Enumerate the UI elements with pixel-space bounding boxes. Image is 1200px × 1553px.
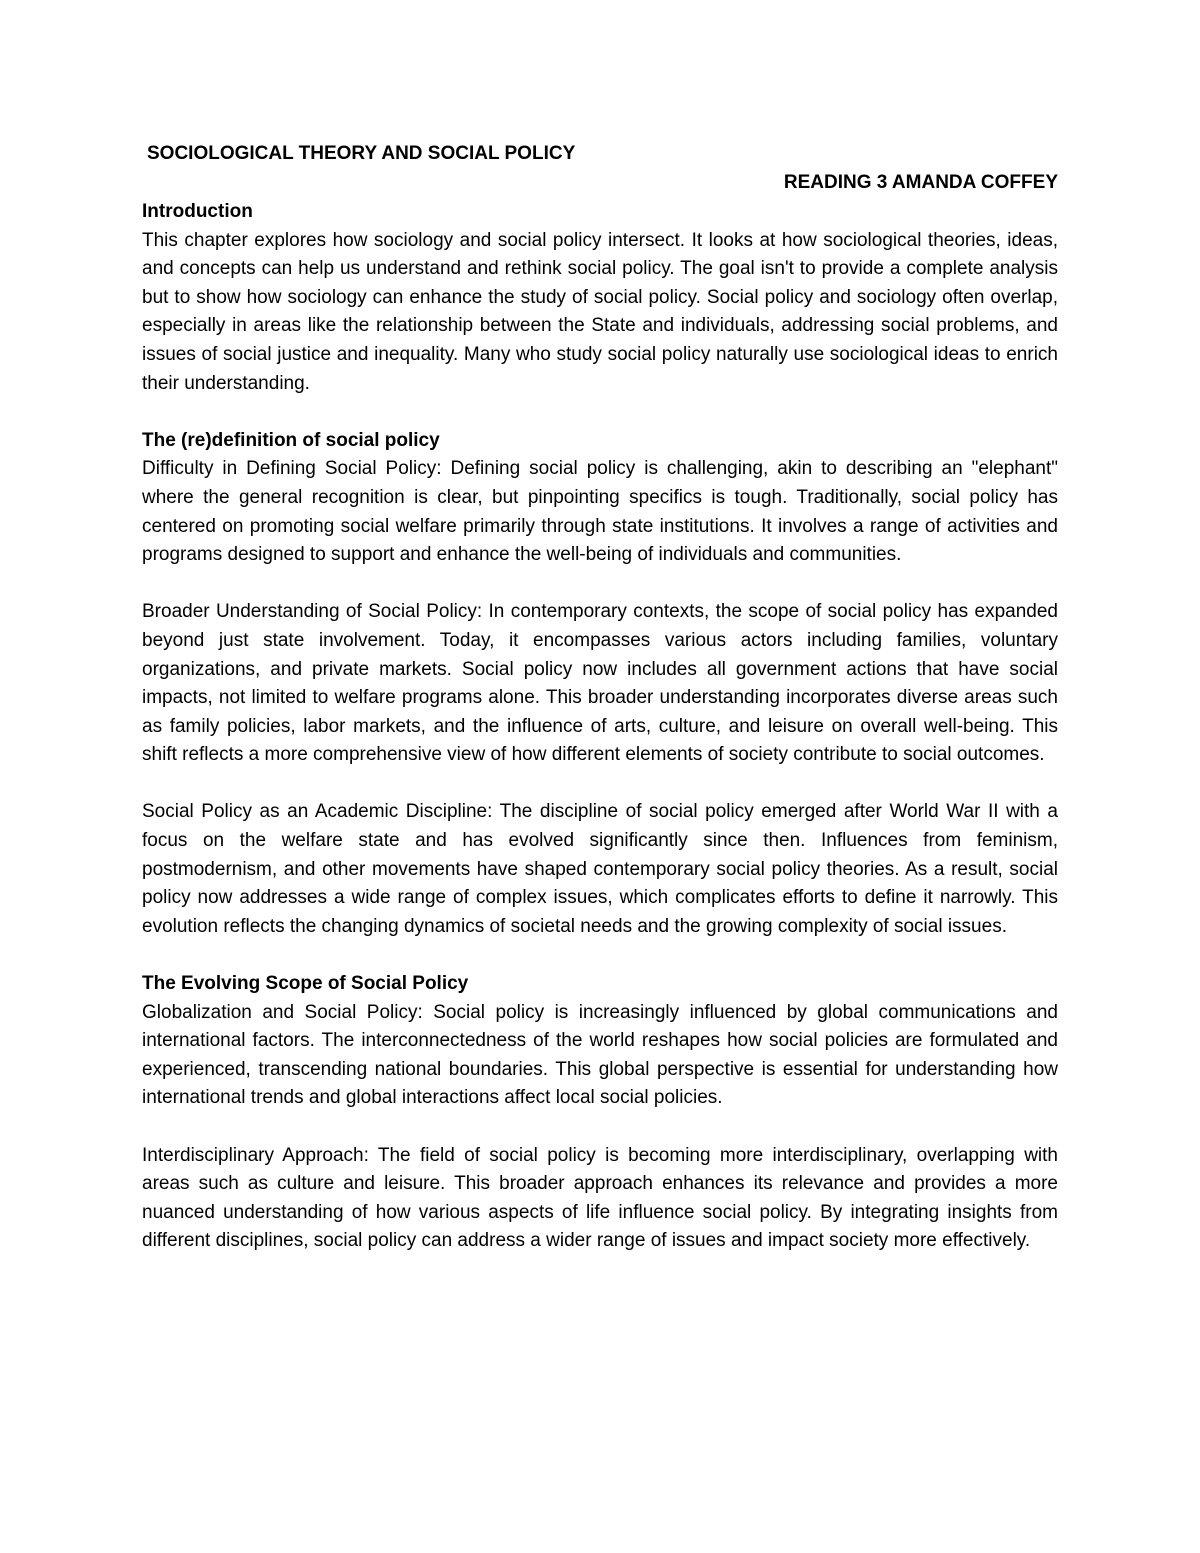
document-body [142, 198, 1058, 1256]
spacer [142, 941, 1058, 970]
section-introduction [142, 198, 1058, 398]
section-heading: The (re)definition of social policy [142, 429, 440, 451]
spacer [142, 770, 1058, 799]
section-evolving-scope [142, 970, 1058, 1256]
spacer [142, 570, 1058, 599]
paragraph: Interdisciplinary Approach: The field of social policy is becoming more interdisciplinary, overlapping with areas such as culture and leisure. This broader approach enhances its relevance and provides a more nuanced understanding of how various aspects of life influence social policy. By integrating insights from different disciplines, social policy can address a wider range of issues and impact society more effectively. [142, 1144, 1058, 1252]
paragraph: Globalization and Social Policy: Social policy is increasingly influenced by global communications and international factors. The interconnectedness of the world reshapes how social policies are formulated and experienced, transcending national boundaries. This global perspective is essential for understanding how international trends and global interactions affect local social policies. [142, 1001, 1058, 1109]
document-title: SOCIOLOGICAL THEORY AND SOCIAL POLICY [147, 143, 576, 164]
spacer [142, 398, 1058, 427]
paragraph: Social Policy as an Academic Discipline: The discipline of social policy emerged after World War II with a focus on the welfare state and has evolved significantly since then. Influences from feminism, postmodernism, and other movements have shaped contemporary social policy theories. As a result, social policy now addresses a wide range of complex issues, which complicates efforts to define it narrowly. This evolution reflects the changing dynamics of societal needs and the growing complexity of social issues. [142, 801, 1058, 937]
paragraph: Difficulty in Defining Social Policy: Defining social policy is challenging, akin to describing an "elephant" where the general recognition is clear, but pinpointing specifics is tough. Traditionally, social policy has centered on promoting social welfare primarily through state institutions. It involves a range of activities and programs designed to support and enhance the well-being of individuals and communities. [142, 458, 1058, 566]
paragraph: This chapter explores how sociology and social policy intersect. It looks at how sociological theories, ideas, and concepts can help us understand and rethink social policy. The goal isn't to provide a complete analysis but to show how sociology can enhance the study of social policy. Social policy and sociology often overlap, especially in areas like the relationship between the State and individuals, addressing social problems, and issues of social justice and inequality. Many who study social policy naturally use sociological ideas to enrich their understanding. [142, 229, 1058, 394]
section-redefinition [142, 427, 1058, 942]
spacer [142, 1113, 1058, 1142]
paragraph: Broader Understanding of Social Policy: In contemporary contexts, the scope of social policy has expanded beyond just state involvement. Today, it encompasses various actors including families, voluntary organizations, and private markets. Social policy now includes all government actions that have social impacts, not limited to welfare programs alone. This broader understanding incorporates diverse areas such as family policies, labor markets, and the influence of arts, culture, and leisure on overall well-being. This shift reflects a more comprehensive view of how different elements of society contribute to social outcomes. [142, 601, 1058, 766]
section-heading: The Evolving Scope of Social Policy [142, 973, 469, 995]
section-heading: Introduction [142, 201, 253, 222]
document-subtitle: READING 3 AMANDA COFFEY [783, 172, 1058, 193]
